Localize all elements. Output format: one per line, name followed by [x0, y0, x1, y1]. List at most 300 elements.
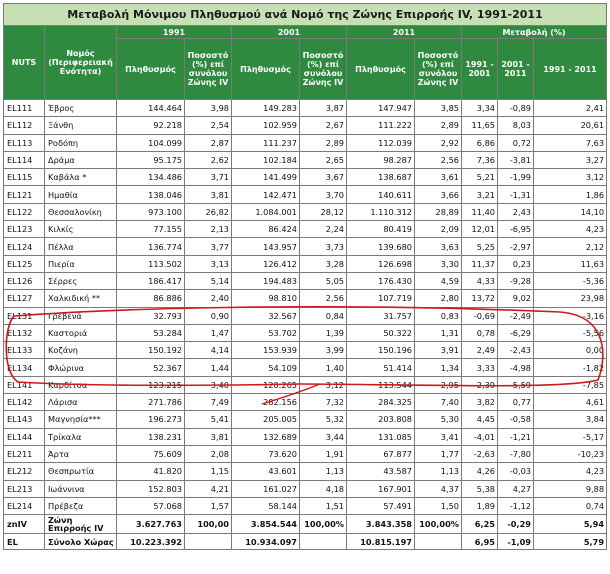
cell-pop-1991: 75.609 [117, 445, 185, 462]
table-row-total-zone [4, 515, 607, 534]
cell-pct-1991: 100,00 [185, 515, 232, 534]
cell-pop-2011: 10.815.197 [347, 534, 415, 550]
header-year-2011: 2011 [347, 26, 462, 39]
cell-pct-1991: 5,41 [185, 411, 232, 428]
cell-change-1991-2001: -4,01 [462, 428, 498, 445]
cell-pop-1991: 144.464 [117, 100, 185, 117]
table-row [4, 169, 607, 186]
table-row [4, 255, 607, 272]
cell-nuts: znIV [4, 515, 45, 534]
cell-change-1991-2011: 11,63 [534, 255, 607, 272]
cell-nomos: Ιωάννινα [45, 480, 117, 497]
header-pop-2001: Πληθυσμός [232, 39, 300, 100]
cell-change-1991-2001: 0,78 [462, 324, 498, 341]
table-row [4, 307, 607, 324]
cell-change-1991-2001: 4,45 [462, 411, 498, 428]
cell-change-1991-2011: 3,27 [534, 151, 607, 168]
cell-nomos: Σύνολο Χώρας [45, 534, 117, 550]
cell-change-2001-2011: 0,72 [498, 134, 534, 151]
cell-pop-2001: 53.702 [232, 324, 300, 341]
cell-pct-1991: 2,08 [185, 445, 232, 462]
cell-pct-1991: 3,13 [185, 255, 232, 272]
header-change-2001-2011: 2001 - 2011 [498, 39, 534, 100]
cell-change-1991-2001: 13,72 [462, 290, 498, 307]
header-year-2001: 2001 [232, 26, 347, 39]
cell-pct-1991: 0,90 [185, 307, 232, 324]
cell-nomos: Καρδίτσα [45, 376, 117, 393]
cell-change-2001-2011: 0,77 [498, 394, 534, 411]
cell-pop-2001: 132.689 [232, 428, 300, 445]
cell-change-1991-2011: 2,12 [534, 238, 607, 255]
cell-pct-2011: 1,77 [415, 445, 462, 462]
cell-pop-1991: 95.175 [117, 151, 185, 168]
cell-pop-2011: 167.901 [347, 480, 415, 497]
cell-change-1991-2011: 4,61 [534, 394, 607, 411]
cell-change-1991-2001: 6,95 [462, 534, 498, 550]
cell-pop-1991: 3.627.763 [117, 515, 185, 534]
cell-pop-1991: 77.155 [117, 221, 185, 238]
cell-change-2001-2011: -2,43 [498, 342, 534, 359]
cell-pop-2011: 67.877 [347, 445, 415, 462]
cell-pop-1991: 92.218 [117, 117, 185, 134]
cell-pop-1991: 138.046 [117, 186, 185, 203]
cell-pct-2011: 3,85 [415, 100, 462, 117]
cell-nomos: Γρεβενά [45, 307, 117, 324]
cell-pop-1991: 113.502 [117, 255, 185, 272]
table-row [4, 497, 607, 514]
cell-nuts: EL144 [4, 428, 45, 445]
cell-nomos: Θεσπρωτία [45, 463, 117, 480]
cell-nomos: Μαγνησία*** [45, 411, 117, 428]
cell-pop-1991: 104.099 [117, 134, 185, 151]
cell-pct-1991: 2,87 [185, 134, 232, 151]
cell-pop-2001: 282.156 [232, 394, 300, 411]
table-row [4, 394, 607, 411]
cell-pop-2001: 111.237 [232, 134, 300, 151]
cell-pop-1991: 32.793 [117, 307, 185, 324]
cell-pct-1991: 3,40 [185, 376, 232, 393]
cell-pop-2011: 147.947 [347, 100, 415, 117]
header-nuts: NUTS [4, 26, 45, 100]
cell-nomos: Τρίκαλα [45, 428, 117, 445]
cell-pct-1991: 4,21 [185, 480, 232, 497]
cell-change-1991-2001: 12,01 [462, 221, 498, 238]
cell-pop-2001: 58.144 [232, 497, 300, 514]
cell-pct-1991: 7,49 [185, 394, 232, 411]
cell-nuts: EL131 [4, 307, 45, 324]
cell-pop-2011: 126.698 [347, 255, 415, 272]
cell-pct-1991: 3,77 [185, 238, 232, 255]
cell-change-1991-2011: -7,85 [534, 376, 607, 393]
cell-pct-1991: 2,13 [185, 221, 232, 238]
table-row [4, 272, 607, 289]
cell-pop-2001: 32.567 [232, 307, 300, 324]
cell-pop-2011: 98.287 [347, 151, 415, 168]
cell-pct-2001: 2,67 [300, 117, 347, 134]
cell-nomos: Κοζάνη [45, 342, 117, 359]
cell-pct-1991: 3,71 [185, 169, 232, 186]
cell-pop-2001: 3.854.544 [232, 515, 300, 534]
cell-pct-2011: 1,50 [415, 497, 462, 514]
cell-change-1991-2011: 5,79 [534, 534, 607, 550]
cell-pop-2001: 86.424 [232, 221, 300, 238]
cell-change-2001-2011: -5,59 [498, 376, 534, 393]
cell-pct-1991: 3,81 [185, 186, 232, 203]
cell-change-1991-2011: -1,82 [534, 359, 607, 376]
cell-pop-2011: 3.843.358 [347, 515, 415, 534]
cell-pct-2011: 2,89 [415, 117, 462, 134]
cell-pct-2001: 100,00% [300, 515, 347, 534]
cell-pct-2001: 1,39 [300, 324, 347, 341]
cell-change-1991-2011: 23,98 [534, 290, 607, 307]
cell-pop-2011: 80.419 [347, 221, 415, 238]
cell-pct-2001: 2,89 [300, 134, 347, 151]
cell-nomos: Πρέβεζα [45, 497, 117, 514]
table-row [4, 203, 607, 220]
cell-nuts: EL126 [4, 272, 45, 289]
cell-pct-2001: 3,12 [300, 376, 347, 393]
cell-nomos: Χαλκιδική ** [45, 290, 117, 307]
cell-pct-1991: 2,54 [185, 117, 232, 134]
cell-pop-1991: 57.068 [117, 497, 185, 514]
cell-pct-1991 [185, 534, 232, 550]
cell-pop-2011: 113.544 [347, 376, 415, 393]
cell-change-2001-2011: -1,99 [498, 169, 534, 186]
cell-change-1991-2001: 11,65 [462, 117, 498, 134]
cell-change-2001-2011: -2,97 [498, 238, 534, 255]
cell-change-2001-2011: -1,12 [498, 497, 534, 514]
cell-pop-2011: 43.587 [347, 463, 415, 480]
cell-change-1991-2011: 4,23 [534, 463, 607, 480]
cell-nuts: EL121 [4, 186, 45, 203]
cell-pct-2001: 3,70 [300, 186, 347, 203]
cell-pop-2001: 54.109 [232, 359, 300, 376]
cell-nomos: Καστοριά [45, 324, 117, 341]
cell-pop-1991: 52.367 [117, 359, 185, 376]
cell-change-2001-2011: -0,29 [498, 515, 534, 534]
cell-pop-2001: 43.601 [232, 463, 300, 480]
cell-change-2001-2011: -7,80 [498, 445, 534, 462]
cell-pop-2001: 126.412 [232, 255, 300, 272]
cell-pct-1991: 3,81 [185, 428, 232, 445]
header-pop-1991: Πληθυσμός [117, 39, 185, 100]
header-pct-2011: Ποσοστό (%) επί συνόλου Ζώνης IV [415, 39, 462, 100]
cell-pct-2001: 2,56 [300, 290, 347, 307]
cell-pct-2011 [415, 534, 462, 550]
cell-change-2001-2011: -0,89 [498, 100, 534, 117]
cell-change-2001-2011: -6,95 [498, 221, 534, 238]
cell-pct-2011: 2,95 [415, 376, 462, 393]
cell-pct-2001: 0,84 [300, 307, 347, 324]
table-row [4, 290, 607, 307]
cell-change-2001-2011: -1,31 [498, 186, 534, 203]
cell-nomos: Άρτα [45, 445, 117, 462]
header-nomos: Νομός (Περιφερειακή Ενότητα) [45, 26, 117, 100]
cell-nomos: Θεσσαλονίκη [45, 203, 117, 220]
cell-nomos: Ροδόπη [45, 134, 117, 151]
cell-pop-2001: 153.939 [232, 342, 300, 359]
table-body [4, 100, 607, 550]
cell-pop-2001: 194.483 [232, 272, 300, 289]
cell-change-1991-2011: -10,23 [534, 445, 607, 462]
table-row [4, 359, 607, 376]
cell-pct-2001: 3,44 [300, 428, 347, 445]
cell-pop-2011: 50.322 [347, 324, 415, 341]
table-row [4, 100, 607, 117]
cell-nuts: EL132 [4, 324, 45, 341]
cell-nuts: EL133 [4, 342, 45, 359]
cell-change-1991-2001: 7,36 [462, 151, 498, 168]
cell-change-1991-2011: -3,16 [534, 307, 607, 324]
cell-pct-2001: 3,73 [300, 238, 347, 255]
cell-pct-1991: 1,15 [185, 463, 232, 480]
cell-nuts: EL141 [4, 376, 45, 393]
cell-pop-1991: 136.774 [117, 238, 185, 255]
cell-pop-2011: 138.687 [347, 169, 415, 186]
cell-pct-2011: 2,09 [415, 221, 462, 238]
cell-pct-2011: 28,89 [415, 203, 462, 220]
header-pct-2001: Ποσοστό (%) επί συνόλου Ζώνης IV [300, 39, 347, 100]
cell-pop-1991: 186.417 [117, 272, 185, 289]
cell-pop-2011: 107.719 [347, 290, 415, 307]
cell-nuts: EL [4, 534, 45, 550]
cell-pop-2011: 150.196 [347, 342, 415, 359]
cell-change-2001-2011: -2,49 [498, 307, 534, 324]
cell-change-1991-2011: 0,00 [534, 342, 607, 359]
cell-change-1991-2011: 14,10 [534, 203, 607, 220]
cell-nuts: EL214 [4, 497, 45, 514]
table-row [4, 342, 607, 359]
cell-nuts: EL115 [4, 169, 45, 186]
cell-pct-2011: 3,61 [415, 169, 462, 186]
cell-pct-2001: 1,91 [300, 445, 347, 462]
cell-pop-2011: 140.611 [347, 186, 415, 203]
table-row [4, 428, 607, 445]
cell-change-2001-2011: -0,03 [498, 463, 534, 480]
cell-pop-1991: 138.231 [117, 428, 185, 445]
cell-nuts: EL213 [4, 480, 45, 497]
cell-pop-2001: 102.184 [232, 151, 300, 168]
cell-pct-1991: 1,44 [185, 359, 232, 376]
header-pct-1991: Ποσοστό (%) επί συνόλου Ζώνης IV [185, 39, 232, 100]
cell-change-2001-2011: -1,21 [498, 428, 534, 445]
cell-pop-1991: 150.192 [117, 342, 185, 359]
cell-nomos: Ζώνη Επιρροής IV [45, 515, 117, 534]
cell-pop-1991: 973.100 [117, 203, 185, 220]
cell-pop-2001: 142.471 [232, 186, 300, 203]
cell-pct-2011: 3,30 [415, 255, 462, 272]
table-title: Μεταβολή Μόνιμου Πληθυσμού ανά Νομό της Ζώνης Επιρροής IV, 1991-2011 [4, 4, 607, 26]
table-row [4, 151, 607, 168]
cell-nuts: EL123 [4, 221, 45, 238]
cell-change-2001-2011: 8,03 [498, 117, 534, 134]
cell-change-1991-2011: 0,74 [534, 497, 607, 514]
cell-change-2001-2011: -3,81 [498, 151, 534, 168]
cell-pop-2001: 161.027 [232, 480, 300, 497]
cell-nuts: EL134 [4, 359, 45, 376]
cell-pct-2001: 2,65 [300, 151, 347, 168]
cell-pct-1991: 4,14 [185, 342, 232, 359]
cell-change-1991-2001: 2,49 [462, 342, 498, 359]
cell-change-1991-2001: 6,25 [462, 515, 498, 534]
cell-nuts: EL111 [4, 100, 45, 117]
cell-change-2001-2011: -4,98 [498, 359, 534, 376]
cell-pct-1991: 1,47 [185, 324, 232, 341]
cell-pct-2011: 7,40 [415, 394, 462, 411]
cell-pop-2001: 98.810 [232, 290, 300, 307]
cell-change-1991-2001: -0,69 [462, 307, 498, 324]
cell-pop-1991: 271.786 [117, 394, 185, 411]
cell-pct-2011: 2,56 [415, 151, 462, 168]
cell-pop-2001: 143.957 [232, 238, 300, 255]
table-row-country-total [4, 534, 607, 550]
cell-pct-2001: 3,67 [300, 169, 347, 186]
cell-pct-2011: 1,34 [415, 359, 462, 376]
cell-change-1991-2001: 3,34 [462, 100, 498, 117]
cell-pct-2011: 3,63 [415, 238, 462, 255]
cell-pct-2001: 1,51 [300, 497, 347, 514]
cell-pop-2001: 1.084.001 [232, 203, 300, 220]
cell-pct-2001 [300, 534, 347, 550]
cell-nuts: EL125 [4, 255, 45, 272]
table-row [4, 445, 607, 462]
table-row [4, 186, 607, 203]
cell-change-1991-2001: 4,26 [462, 463, 498, 480]
cell-nuts: EL112 [4, 117, 45, 134]
header-year-1991: 1991 [117, 26, 232, 39]
cell-pct-2011: 2,80 [415, 290, 462, 307]
table-row [4, 117, 607, 134]
cell-change-1991-2011: -5,17 [534, 428, 607, 445]
table-row [4, 463, 607, 480]
cell-change-1991-2011: 5,94 [534, 515, 607, 534]
table-row [4, 238, 607, 255]
cell-change-1991-2001: 5,25 [462, 238, 498, 255]
cell-nomos: Σέρρες [45, 272, 117, 289]
cell-change-1991-2011: 4,23 [534, 221, 607, 238]
cell-nuts: EL113 [4, 134, 45, 151]
cell-nomos: Πέλλα [45, 238, 117, 255]
cell-pct-2001: 3,28 [300, 255, 347, 272]
cell-pop-2011: 31.757 [347, 307, 415, 324]
header-change-1991-2001: 1991 - 2001 [462, 39, 498, 100]
cell-pop-1991: 196.273 [117, 411, 185, 428]
cell-change-2001-2011: 2,43 [498, 203, 534, 220]
cell-pct-1991: 26,82 [185, 203, 232, 220]
cell-pop-1991: 134.486 [117, 169, 185, 186]
cell-change-1991-2001: 3,21 [462, 186, 498, 203]
cell-pct-2001: 3,87 [300, 100, 347, 117]
cell-pct-2001: 1,13 [300, 463, 347, 480]
cell-nuts: EL143 [4, 411, 45, 428]
cell-pct-2001: 4,18 [300, 480, 347, 497]
cell-pop-1991: 10.223.392 [117, 534, 185, 550]
cell-pop-1991: 152.803 [117, 480, 185, 497]
cell-nuts: EL122 [4, 203, 45, 220]
cell-pct-1991: 5,14 [185, 272, 232, 289]
cell-change-2001-2011: -9,28 [498, 272, 534, 289]
cell-change-1991-2011: 20,61 [534, 117, 607, 134]
cell-change-1991-2001: 11,37 [462, 255, 498, 272]
cell-change-1991-2011: 1,86 [534, 186, 607, 203]
cell-pct-2001: 7,32 [300, 394, 347, 411]
cell-nomos: Λάρισα [45, 394, 117, 411]
cell-pct-2001: 3,99 [300, 342, 347, 359]
cell-nomos: Πιερία [45, 255, 117, 272]
cell-pop-2001: 102.959 [232, 117, 300, 134]
cell-nomos: Ημαθία [45, 186, 117, 203]
cell-nomos: Φλώρινα [45, 359, 117, 376]
cell-pct-2011: 3,91 [415, 342, 462, 359]
cell-pct-2011: 2,92 [415, 134, 462, 151]
cell-nuts: EL142 [4, 394, 45, 411]
cell-change-1991-2001: 11,40 [462, 203, 498, 220]
cell-change-1991-2001: 5,21 [462, 169, 498, 186]
cell-pct-1991: 1,57 [185, 497, 232, 514]
cell-change-2001-2011: 0,23 [498, 255, 534, 272]
cell-nuts: EL114 [4, 151, 45, 168]
cell-change-2001-2011: -1,09 [498, 534, 534, 550]
cell-pop-2011: 111.222 [347, 117, 415, 134]
cell-pop-1991: 86.886 [117, 290, 185, 307]
cell-pop-2011: 176.430 [347, 272, 415, 289]
table-row [4, 221, 607, 238]
cell-change-1991-2001: 6,86 [462, 134, 498, 151]
cell-pop-2001: 149.283 [232, 100, 300, 117]
cell-pop-2011: 112.039 [347, 134, 415, 151]
cell-pct-2011: 4,37 [415, 480, 462, 497]
table-row [4, 480, 607, 497]
cell-pct-1991: 3,98 [185, 100, 232, 117]
cell-pop-2011: 57.491 [347, 497, 415, 514]
table-row [4, 411, 607, 428]
cell-change-2001-2011: -0,58 [498, 411, 534, 428]
header-change: Μεταβολή (%) [462, 26, 607, 39]
cell-pop-2001: 120.265 [232, 376, 300, 393]
table-row [4, 376, 607, 393]
cell-change-2001-2011: 9,02 [498, 290, 534, 307]
cell-change-1991-2011: -5,36 [534, 272, 607, 289]
cell-nuts: EL212 [4, 463, 45, 480]
cell-pct-1991: 2,62 [185, 151, 232, 168]
cell-pop-2001: 141.499 [232, 169, 300, 186]
cell-pct-1991: 2,40 [185, 290, 232, 307]
cell-pop-1991: 41.820 [117, 463, 185, 480]
table-row [4, 324, 607, 341]
cell-pct-2001: 5,32 [300, 411, 347, 428]
table-row [4, 134, 607, 151]
cell-change-1991-2001: 4,33 [462, 272, 498, 289]
header-pop-2011: Πληθυσμός [347, 39, 415, 100]
cell-change-2001-2011: 4,27 [498, 480, 534, 497]
cell-change-1991-2011: -5,56 [534, 324, 607, 341]
cell-change-1991-2011: 2,41 [534, 100, 607, 117]
header-change-1991-2011: 1991 - 2011 [534, 39, 607, 100]
cell-pop-2001: 205.005 [232, 411, 300, 428]
cell-nuts: EL127 [4, 290, 45, 307]
cell-change-1991-2011: 9,88 [534, 480, 607, 497]
cell-pop-2011: 284.325 [347, 394, 415, 411]
cell-change-1991-2001: 3,82 [462, 394, 498, 411]
cell-pct-2011: 5,30 [415, 411, 462, 428]
cell-pop-2011: 1.110.312 [347, 203, 415, 220]
cell-pct-2001: 28,12 [300, 203, 347, 220]
cell-pct-2001: 2,24 [300, 221, 347, 238]
cell-pct-2011: 100,00% [415, 515, 462, 534]
cell-change-1991-2001: 1,89 [462, 497, 498, 514]
cell-pop-1991: 123.215 [117, 376, 185, 393]
cell-pop-2011: 131.085 [347, 428, 415, 445]
